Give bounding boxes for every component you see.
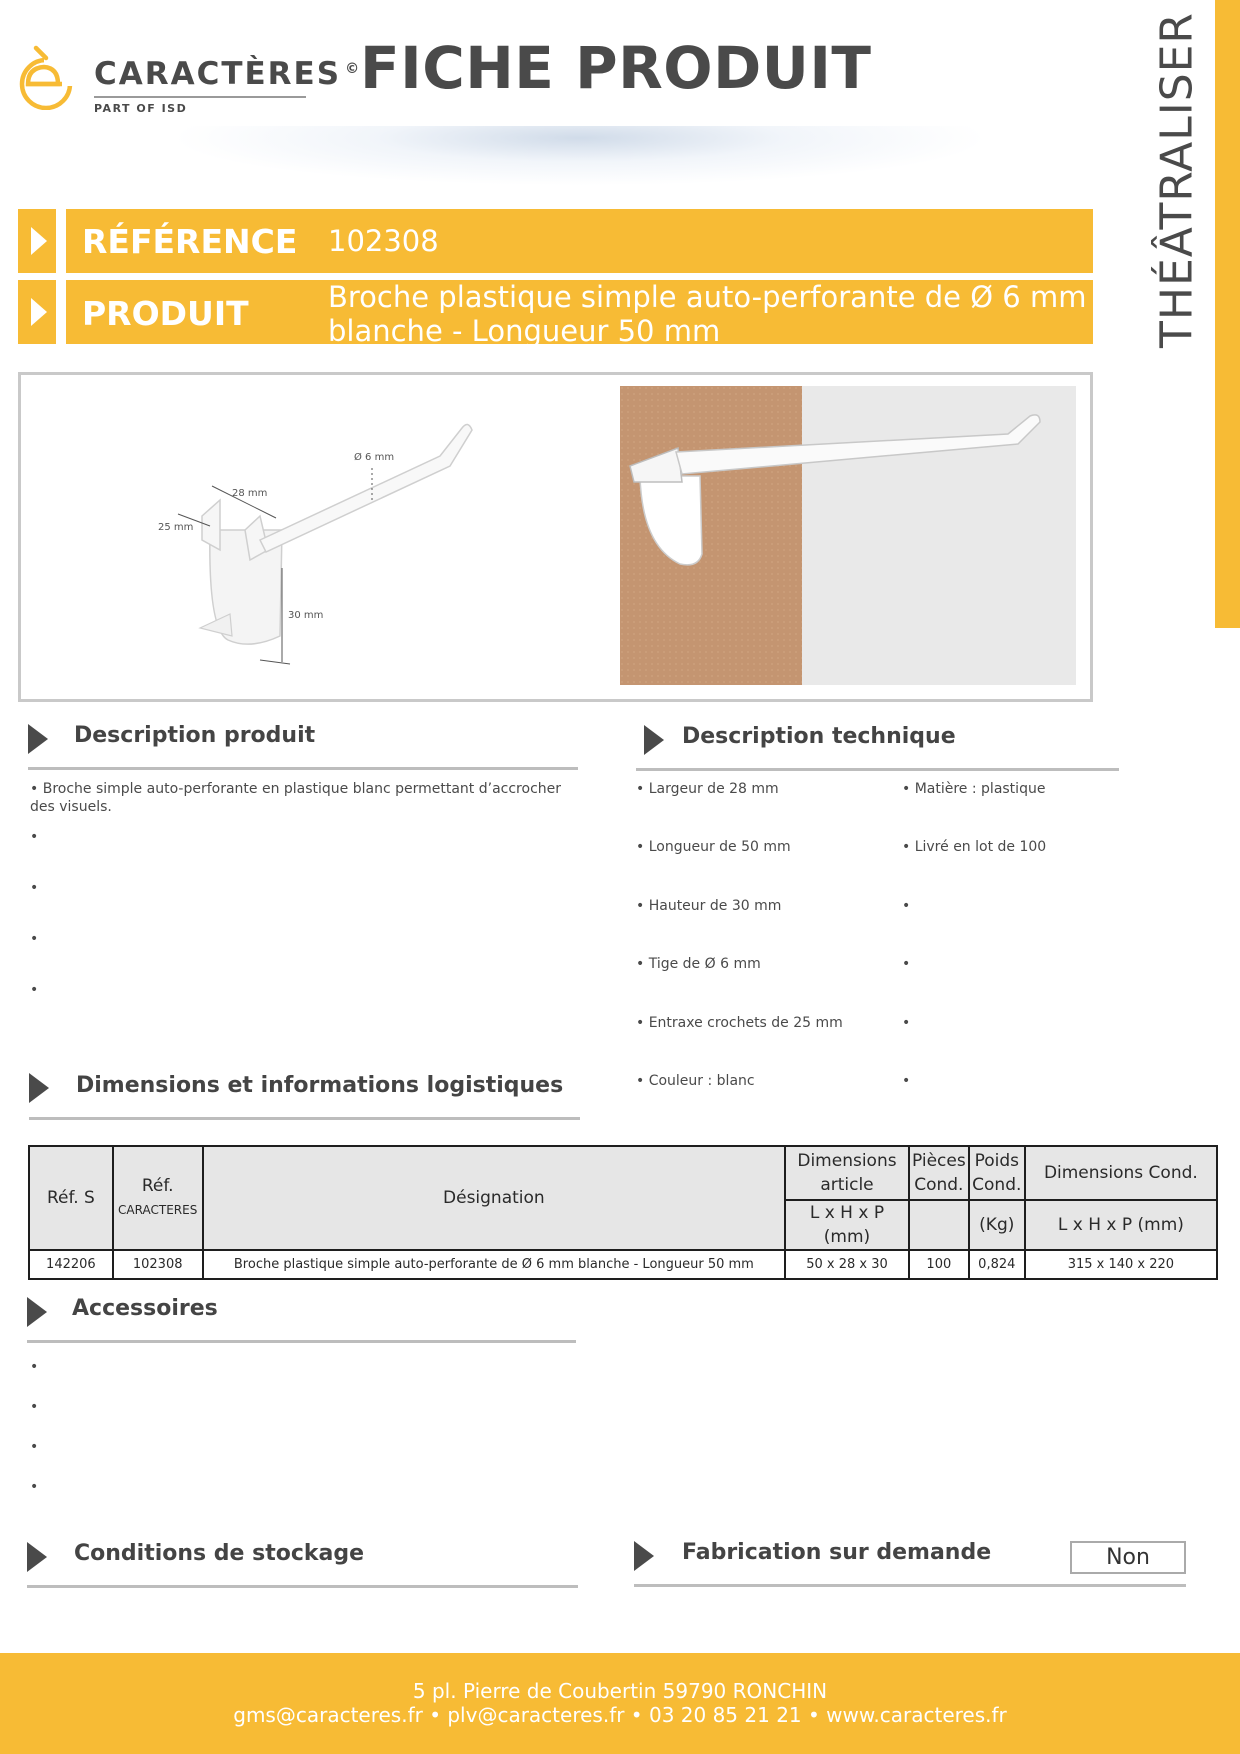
reference-value: 102308 [328, 224, 439, 258]
category-label: THÉÂTRALISER [1151, 11, 1203, 349]
accessoire-item: • [30, 1439, 39, 1455]
header-ref-caracteres: Réf. CARACTERES [113, 1146, 203, 1250]
description-produit-item: • [30, 982, 39, 998]
product-value: Broche plastique simple auto-perforante de Ø 6 mm blanche - Longueur 50 mm [328, 280, 1087, 348]
fabrication-title: Fabrication sur demande [682, 1540, 992, 1565]
page-title: FICHE PRODUIT [360, 34, 872, 102]
description-technique-arrow-icon [644, 725, 664, 755]
fabrication-value-box: Non [1070, 1541, 1186, 1574]
footer-address: 5 pl. Pierre de Coubertin 59790 RONCHIN [412, 1679, 828, 1703]
header-pieces: Pièces Cond. [909, 1146, 969, 1200]
tech-spec-item: • [902, 956, 911, 972]
logistique-arrow-icon [29, 1073, 49, 1103]
product-arrow-icon [18, 280, 56, 344]
header-dim-cond-unit: L x H x P (mm) [1025, 1200, 1217, 1250]
accessoire-item: • [30, 1359, 39, 1375]
cell-dim-article: 50 x 28 x 30 [785, 1250, 909, 1279]
cell-ref-caracteres: 102308 [113, 1250, 203, 1279]
header-pieces-unit [909, 1200, 969, 1250]
description-technique-title: Description technique [682, 724, 956, 749]
tech-spec-item: • Entraxe crochets de 25 mm [636, 1015, 843, 1031]
header-dim-article: Dimensions article [785, 1146, 909, 1200]
accessoires-rule [27, 1340, 576, 1343]
header-poids-unit: (Kg) [969, 1200, 1025, 1250]
description-produit-rule [28, 767, 578, 770]
logistics-table [28, 1145, 1218, 1280]
tech-spec-item: • Couleur : blanc [636, 1073, 755, 1089]
header-dim-cond: Dimensions Cond. [1025, 1146, 1217, 1200]
brand-name: CARACTÈRES © [94, 56, 362, 92]
category-side-bar [1215, 0, 1240, 628]
tech-spec-item: • [902, 1073, 911, 1089]
description-produit-arrow-icon [28, 724, 48, 754]
copyright-mark: © [345, 60, 362, 77]
brand-underline [94, 96, 306, 98]
accessoires-arrow-icon [27, 1297, 47, 1327]
cell-designation: Broche plastique simple auto-perforante de Ø 6 mm blanche - Longueur 50 mm [203, 1250, 785, 1279]
header-shadow-decoration [170, 126, 990, 186]
stockage-arrow-icon [27, 1542, 47, 1572]
tech-spec-item: • Livré en lot de 100 [902, 839, 1047, 855]
header-poids: Poids Cond. [969, 1146, 1025, 1200]
brand-tagline: PART OF ISD [94, 102, 188, 115]
stockage-title: Conditions de stockage [74, 1541, 365, 1566]
caracteres-logo-icon [14, 44, 84, 110]
logistique-title: Dimensions et informations logistiques [76, 1073, 564, 1098]
description-produit-item: • [30, 880, 39, 896]
product-diagram [150, 400, 550, 680]
description-produit-title: Description produit [74, 723, 316, 748]
product-label: PRODUIT [82, 294, 249, 333]
accessoire-item: • [30, 1479, 39, 1495]
stockage-rule [27, 1585, 578, 1588]
diagram-width-label: 28 mm [232, 488, 268, 499]
logistique-rule [29, 1117, 580, 1120]
tech-spec-item: • Tige de Ø 6 mm [636, 956, 761, 972]
tech-spec-item: • Hauteur de 30 mm [636, 898, 782, 914]
reference-label: RÉFÉRENCE [82, 222, 298, 261]
product-row [66, 280, 1093, 348]
footer-contact: gms@caracteres.fr • plv@caracteres.fr • 03 20 85 21 21 • www.caracteres.fr [233, 1703, 1007, 1727]
header-ref-s: Réf. S [29, 1146, 113, 1250]
description-produit-item: • Broche simple auto-perforante en plastique blanc permettant d’accrocher des visuels. [30, 781, 562, 815]
tech-spec-item: • [902, 898, 911, 914]
fabrication-arrow-icon [634, 1541, 654, 1571]
cell-ref-s: 142206 [29, 1250, 113, 1279]
tech-spec-item: • Matière : plastique [902, 781, 1046, 797]
cell-poids: 0,824 [969, 1250, 1025, 1279]
tech-spec-item: • [902, 1015, 911, 1031]
header-dim-article-unit: L x H x P (mm) [785, 1200, 909, 1250]
header-designation: Désignation [203, 1146, 785, 1250]
footer [0, 1653, 1240, 1754]
fabrication-rule [634, 1584, 1186, 1587]
accessoire-item: • [30, 1399, 39, 1415]
cell-dim-cond: 315 x 140 x 220 [1025, 1250, 1217, 1279]
description-produit-item: • [30, 931, 39, 947]
product-photo [620, 386, 1076, 685]
tech-spec-item: • Largeur de 28 mm [636, 781, 779, 797]
tech-spec-item: • Longueur de 50 mm [636, 839, 791, 855]
reference-arrow-icon [18, 209, 56, 273]
accessoires-title: Accessoires [72, 1296, 218, 1321]
description-technique-rule [636, 768, 1119, 771]
diagram-height-label: 30 mm [288, 610, 324, 621]
reference-row [66, 209, 1093, 273]
cell-pieces: 100 [909, 1250, 969, 1279]
diagram-diameter-label: Ø 6 mm [354, 452, 395, 463]
diagram-spacing-label: 25 mm [158, 522, 194, 533]
description-produit-item: • [30, 829, 39, 845]
table-row [29, 1250, 1217, 1279]
